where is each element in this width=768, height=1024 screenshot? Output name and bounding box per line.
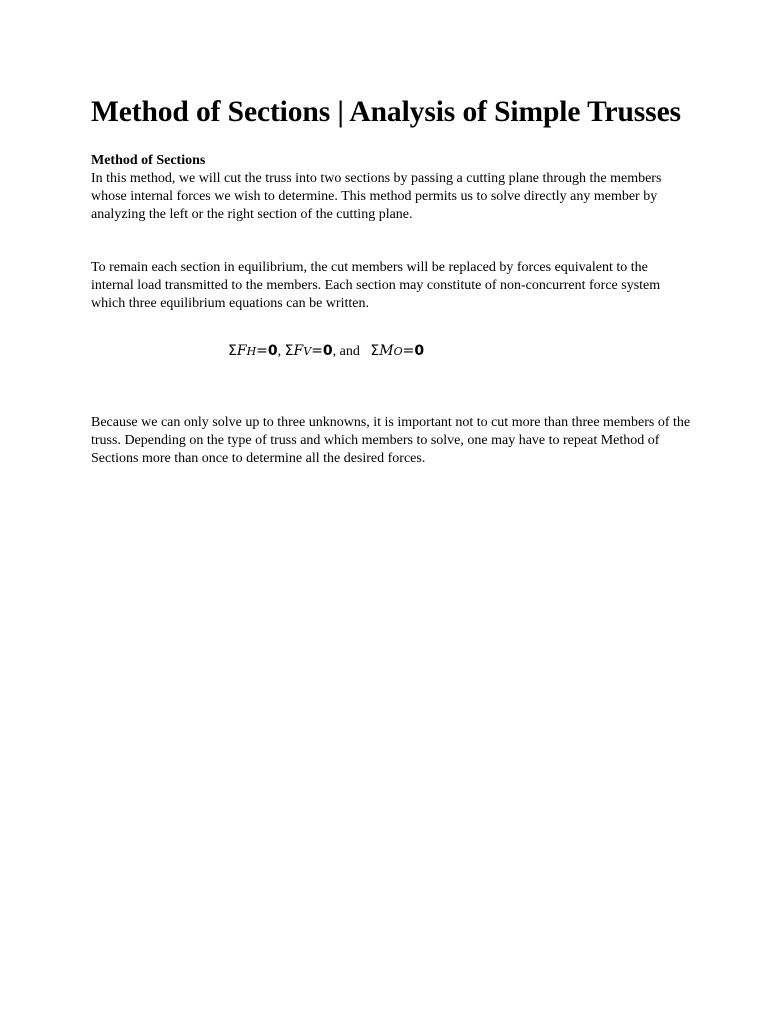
subscript-v: V [303, 345, 312, 358]
sigma-symbol: Σ [284, 343, 294, 359]
page-title: Method of Sections | Analysis of Simple Trusses [91, 96, 681, 128]
equals-sign: = [311, 343, 323, 359]
and-word: and [339, 344, 360, 359]
sigma-symbol: Σ [228, 343, 237, 359]
subscript-h: H [246, 345, 257, 358]
equals-sign: = [402, 343, 415, 359]
document-page [91, 95, 691, 468]
force-variable: F [293, 343, 304, 359]
equals-sign: = [256, 343, 268, 359]
section-heading: Method of Sections [91, 153, 206, 168]
zero-value: 0 [267, 343, 278, 359]
zero-value: 0 [414, 343, 425, 359]
subscript-o: O [393, 345, 403, 358]
paragraph-equilibrium: To remain each section in equilibrium, the cut members will be replaced by forces equivalent to the internal load transmitted to the members. Each section may constitute of non-concurrent force system which three equilibrium equations can be written. [91, 260, 661, 311]
comma: , [332, 344, 337, 359]
comma: , [277, 344, 282, 359]
sigma-symbol: Σ [370, 343, 380, 359]
paragraph-unknowns: Because we can only solve up to three unknowns, it is important not to cut more than three members of the truss. Depending on the type of truss and which members to solve, one may have to repeat Method of Sections more than once to determine all the desired forces. [91, 415, 691, 466]
paragraph-intro: In this method, we will cut the truss into two sections by passing a cutting plane through the members whose internal forces we wish to determine. This method permits us to solve directly any member by analyzing the left or the right section of the cutting plane. [91, 171, 662, 222]
moment-variable: M [379, 343, 394, 359]
force-variable: F [236, 343, 247, 359]
equilibrium-equations [228, 342, 691, 361]
zero-value: 0 [322, 343, 333, 359]
